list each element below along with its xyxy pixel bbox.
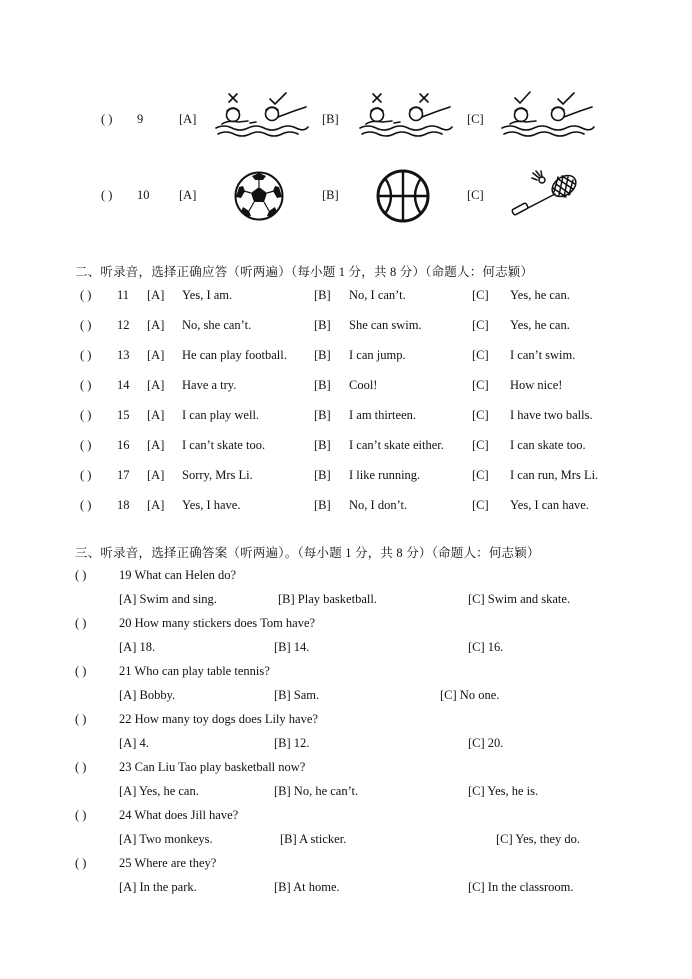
option-c-label[interactable]: [C] <box>467 112 484 126</box>
option-b-label[interactable]: [B] <box>314 498 331 512</box>
option-b-text: I can jump. <box>349 348 406 362</box>
option-c[interactable]: [C] Yes, he is. <box>468 784 539 798</box>
answer-bracket[interactable]: ( ) <box>75 856 87 870</box>
answer-bracket[interactable]: ( ) <box>75 568 87 582</box>
option-c-text: How nice! <box>510 378 563 392</box>
option-b-text: I am thirteen. <box>349 408 416 422</box>
question-number: 11 <box>117 288 130 302</box>
question-number: 17 <box>117 468 130 482</box>
option-a-label[interactable]: [A] <box>147 348 165 362</box>
option-a-text: No, she can’t. <box>182 318 252 332</box>
option-c-text: Yes, he can. <box>510 318 570 332</box>
option-b-text: No, I don’t. <box>349 498 408 512</box>
option-b-label[interactable]: [B] <box>314 468 331 482</box>
option-c-label[interactable]: [C] <box>472 498 489 512</box>
option-a[interactable]: [A] Two monkeys. <box>119 832 213 846</box>
answer-bracket[interactable]: ( ) <box>75 760 87 774</box>
question-number: 14 <box>117 378 130 392</box>
option-a-label[interactable]: [A] <box>147 438 165 452</box>
answer-bracket[interactable]: ( ) <box>75 808 87 822</box>
option-c-text: Yes, he can. <box>510 288 570 302</box>
option-b[interactable]: [B] At home. <box>274 880 340 894</box>
option-a-text: I can play well. <box>182 408 260 422</box>
option-b[interactable]: [B] A sticker. <box>280 832 347 846</box>
answer-bracket[interactable]: ( ) <box>80 408 92 422</box>
question-text: 25 Where are they? <box>119 856 217 870</box>
option-b-label[interactable]: [B] <box>314 408 331 422</box>
option-a-text: Sorry, Mrs Li. <box>182 468 253 482</box>
option-b-label[interactable]: [B] <box>314 288 331 302</box>
answer-bracket[interactable]: ( ) <box>75 712 87 726</box>
answer-bracket[interactable]: ( ) <box>80 378 92 392</box>
option-a[interactable]: [A] Yes, he can. <box>119 784 199 798</box>
question-text: 22 How many toy dogs does Lily have? <box>119 712 318 726</box>
option-a-label[interactable]: [A] <box>147 408 165 422</box>
option-c-text: I have two balls. <box>510 408 593 422</box>
answer-bracket[interactable]: ( ) <box>80 318 92 332</box>
option-a-text: Yes, I am. <box>182 288 233 302</box>
option-c[interactable]: [C] No one. <box>440 688 500 702</box>
option-a-label[interactable]: [A] <box>147 498 165 512</box>
option-c-label[interactable]: [C] <box>472 468 489 482</box>
question-text: 23 Can Liu Tao play basketball now? <box>119 760 306 774</box>
option-c[interactable]: [C] 16. <box>468 640 504 654</box>
answer-bracket[interactable]: ( ) <box>101 188 113 202</box>
option-a-text: Have a try. <box>182 378 237 392</box>
option-a-label[interactable]: [A] <box>147 318 165 332</box>
option-a-label[interactable]: [A] <box>147 468 165 482</box>
answer-bracket[interactable]: ( ) <box>101 112 113 126</box>
question-number: 18 <box>117 498 130 512</box>
option-c-text: Yes, I can have. <box>510 498 589 512</box>
option-a[interactable]: [A] 18. <box>119 640 156 654</box>
answer-bracket[interactable]: ( ) <box>80 498 92 512</box>
option-a[interactable]: [A] 4. <box>119 736 149 750</box>
option-c[interactable]: [C] 20. <box>468 736 504 750</box>
answer-bracket[interactable]: ( ) <box>75 616 87 630</box>
answer-bracket[interactable]: ( ) <box>80 348 92 362</box>
option-b-text: I like running. <box>349 468 421 482</box>
option-b-label[interactable]: [B] <box>322 112 339 126</box>
option-b-text: I can’t skate either. <box>349 438 444 452</box>
option-b[interactable]: [B] Sam. <box>274 688 320 702</box>
question-text: 19 What can Helen do? <box>119 568 237 582</box>
option-c-label[interactable]: [C] <box>467 188 484 202</box>
option-b-text: She can swim. <box>349 318 422 332</box>
option-c-text: I can’t swim. <box>510 348 576 362</box>
swim-check-check-icon <box>500 90 596 140</box>
basketball-icon <box>375 168 431 224</box>
question-text: 24 What does Jill have? <box>119 808 239 822</box>
option-b-label[interactable]: [B] <box>314 318 331 332</box>
option-b[interactable]: [B] 12. <box>274 736 310 750</box>
question-text: 20 How many stickers does Tom have? <box>119 616 316 630</box>
option-a-text: He can play football. <box>182 348 287 362</box>
option-b-text: Cool! <box>349 378 378 392</box>
answer-bracket[interactable]: ( ) <box>80 288 92 302</box>
question-number: 9 <box>137 112 144 126</box>
football-icon <box>233 170 285 222</box>
option-c[interactable]: [C] In the classroom. <box>468 880 574 894</box>
option-a[interactable]: [A] Swim and sing. <box>119 592 217 606</box>
option-a-label[interactable]: [A] <box>179 188 197 202</box>
section-2-title: 二、听录音，选择正确应答（听两遍）（每小题 1 分，共 8 分）（命题人：何志颖） <box>75 265 534 279</box>
answer-bracket[interactable]: ( ) <box>80 438 92 452</box>
option-c-label[interactable]: [C] <box>472 378 489 392</box>
answer-bracket[interactable]: ( ) <box>75 664 87 678</box>
option-c[interactable]: [C] Swim and skate. <box>468 592 571 606</box>
question-number: 10 <box>137 188 150 202</box>
swim-cross-cross-icon <box>358 90 454 140</box>
question-number: 12 <box>117 318 130 332</box>
option-c-label[interactable]: [C] <box>472 438 489 452</box>
option-b[interactable]: [B] Play basketball. <box>278 592 377 606</box>
option-b-label[interactable]: [B] <box>314 348 331 362</box>
badminton-icon <box>506 170 584 218</box>
option-a[interactable]: [A] In the park. <box>119 880 197 894</box>
option-c-label[interactable]: [C] <box>472 348 489 362</box>
option-a-text: I can’t skate too. <box>182 438 266 452</box>
section-3-title: 三、听录音，选择正确答案（听两遍）。（每小题 1 分，共 8 分）（命题人：何志颖） <box>75 546 540 560</box>
question-text: 21 Who can play table tennis? <box>119 664 270 678</box>
option-c[interactable]: [C] Yes, they do. <box>496 832 581 846</box>
question-number: 15 <box>117 408 130 422</box>
option-b-label[interactable]: [B] <box>314 378 331 392</box>
option-c-text: I can skate too. <box>510 438 586 452</box>
option-b-text: No, I can’t. <box>349 288 406 302</box>
question-number: 16 <box>117 438 130 452</box>
question-number: 13 <box>117 348 130 362</box>
option-a-label[interactable]: [A] <box>179 112 197 126</box>
option-c-label[interactable]: [C] <box>472 318 489 332</box>
option-c-text: I can run, Mrs Li. <box>510 468 599 482</box>
option-b[interactable]: [B] No, he can’t. <box>274 784 359 798</box>
option-a-label[interactable]: [A] <box>147 378 165 392</box>
option-c-label[interactable]: [C] <box>472 408 489 422</box>
option-a-text: Yes, I have. <box>182 498 241 512</box>
option-b-label[interactable]: [B] <box>322 188 339 202</box>
option-c-label[interactable]: [C] <box>472 288 489 302</box>
option-b[interactable]: [B] 14. <box>274 640 310 654</box>
swim-cross-check-icon <box>214 90 310 140</box>
option-a[interactable]: [A] Bobby. <box>119 688 176 702</box>
option-a-label[interactable]: [A] <box>147 288 165 302</box>
answer-bracket[interactable]: ( ) <box>80 468 92 482</box>
option-b-label[interactable]: [B] <box>314 438 331 452</box>
